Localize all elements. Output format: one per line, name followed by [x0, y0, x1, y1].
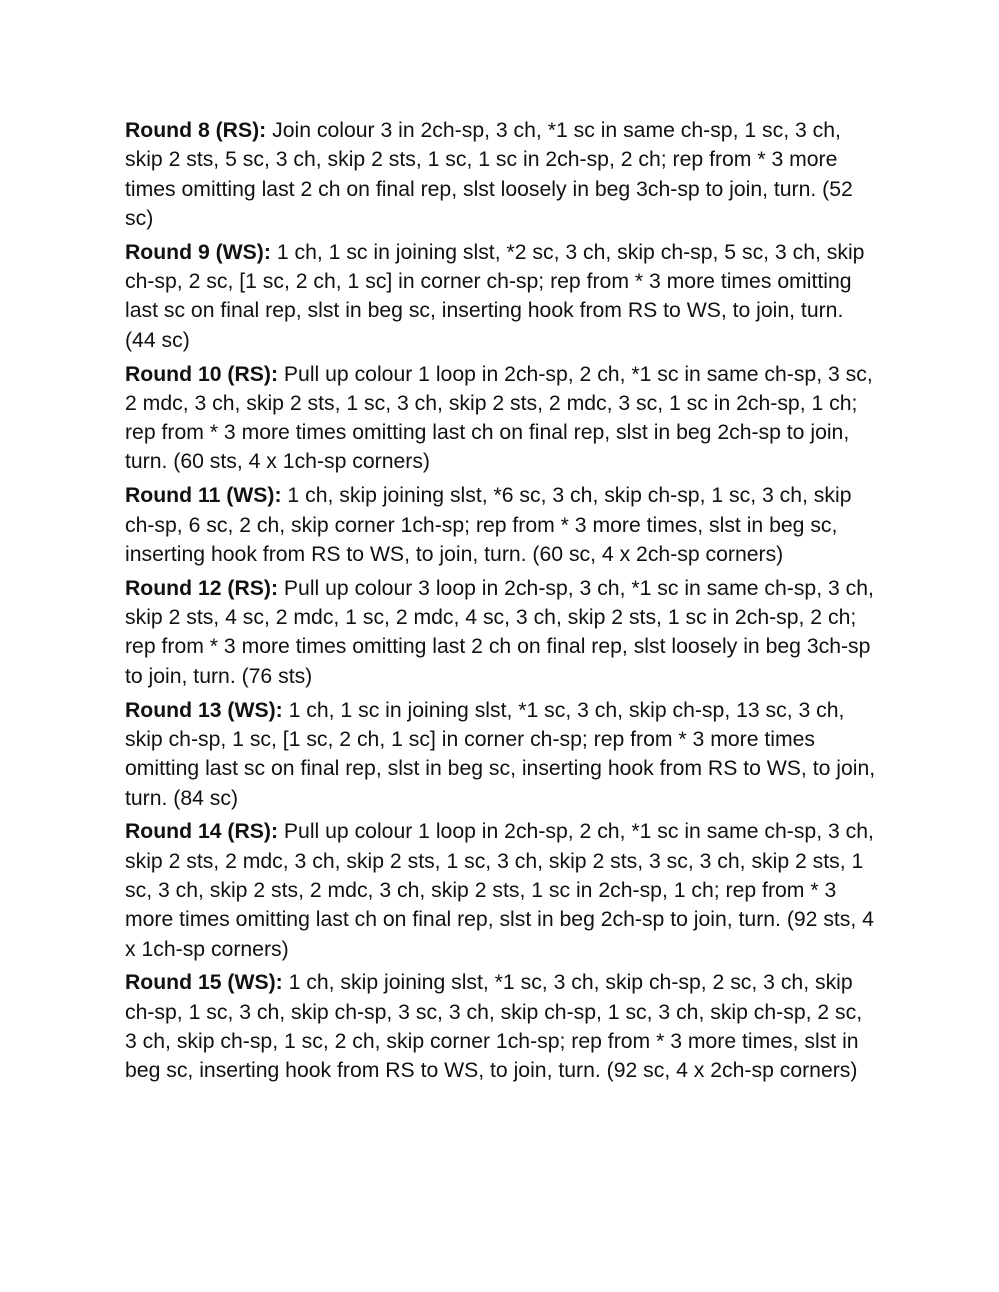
round-8-instruction — [125, 116, 877, 233]
round-15-label: Round 15 (WS): — [125, 971, 283, 995]
round-15-instruction — [125, 968, 877, 1085]
round-9-text: 1 ch, 1 sc in joining slst, *2 sc, 3 ch, skip ch-sp, 5 sc, 3 ch, skip ch-sp, 2 sc, [1 sc, 2 ch, 1 sc] in corner ch-sp; rep from * 3 more times omitting last sc on final rep, slst in beg sc, inserting hook from RS to WS, to join, turn. (44 sc) — [125, 240, 865, 352]
round-10-text: Pull up colour 1 loop in 2ch-sp, 2 ch, *1 sc in same ch-sp, 3 sc, 2 mdc, 3 ch, skip 2 sts, 1 sc, 3 ch, skip 2 sts, 2 mdc, 3 sc, 1 sc in 2ch-sp, 1 ch; rep from * 3 more times omitting last ch on final rep, slst in beg 2ch-sp to join, turn. (60 sts, 4 x 1ch-sp corners) — [125, 362, 873, 474]
round-12-instruction — [125, 574, 877, 691]
round-13-text: 1 ch, 1 sc in joining slst, *1 sc, 3 ch, skip ch-sp, 13 sc, 3 ch, skip ch-sp, 1 sc, [1 sc, 2 ch, 1 sc] in corner ch-sp; rep from * 3 more times omitting last sc on final rep, slst in beg sc, inserting hook from RS to WS, to join, turn. (84 sc) — [125, 698, 876, 810]
round-14-instruction — [125, 817, 877, 963]
round-8-text: Join colour 3 in 2ch-sp, 3 ch, *1 sc in same ch-sp, 1 sc, 3 ch, skip 2 sts, 5 sc, 3 ch, skip 2 sts, 1 sc, 1 sc in 2ch-sp, 2 ch; rep from * 3 more times omitting last 2 ch on final rep, slst loosely in beg 3ch-sp to join, turn. (52 sc) — [125, 119, 853, 230]
round-15-text: 1 ch, skip joining slst, *1 sc, 3 ch, skip ch-sp, 2 sc, 3 ch, skip ch-sp, 1 sc, 3 ch, skip ch-sp, 3 sc, 3 ch, skip ch-sp, 1 sc, 3 ch, skip ch-sp, 2 sc, 3 ch, skip ch-sp, 1 sc, 2 ch, skip corner 1ch-sp; rep from * 3 more times, slst in beg sc, inserting hook from RS to WS, to join, turn. (92 sc, 4 x 2ch-sp corners) — [125, 971, 863, 1083]
round-12-label: Round 12 (RS): — [125, 576, 279, 600]
round-11-text: 1 ch, skip joining slst, *6 sc, 3 ch, skip ch-sp, 1 sc, 3 ch, skip ch-sp, 6 sc, 2 ch, skip corner 1ch-sp; rep from * 3 more times, slst in beg sc, inserting hook from RS to WS, to join, turn. (60 sc, 4 x 2ch-sp corners) — [125, 484, 852, 566]
round-11-label: Round 11 (WS): — [125, 484, 282, 508]
round-13-instruction — [125, 696, 877, 813]
round-12-text: Pull up colour 3 loop in 2ch-sp, 3 ch, *1 sc in same ch-sp, 3 ch, skip 2 sts, 4 sc, 2 mdc, 1 sc, 2 mdc, 4 sc, 3 ch, skip 2 sts, 1 sc in 2ch-sp, 2 ch; rep from * 3 more times omitting last 2 ch on final rep, slst loosely in beg 3ch-sp to join, turn. (76 sts) — [125, 576, 874, 688]
round-9-instruction — [125, 238, 877, 355]
round-11-instruction — [125, 481, 877, 569]
round-10-instruction — [125, 360, 877, 477]
round-14-label: Round 14 (RS): — [125, 820, 279, 844]
round-9-label: Round 9 (WS): — [125, 240, 271, 264]
round-10-label: Round 10 (RS): — [125, 362, 279, 386]
round-8-label: Round 8 (RS): — [125, 119, 267, 142]
round-14-text: Pull up colour 1 loop in 2ch-sp, 2 ch, *1 sc in same ch-sp, 3 ch, skip 2 sts, 2 mdc, 3 ch, skip 2 sts, 1 sc, 3 ch, skip 2 sts, 3 sc, 3 ch, skip 2 sts, 1 sc, 3 ch, skip 2 sts, 2 mdc, 3 ch, skip 2 sts, 1 sc in 2ch-sp, 1 ch; rep from * 3 more times omitting last ch on final rep, slst in beg 2ch-sp to join, turn. (92 sts, 4 x 1ch-sp corners) — [125, 820, 874, 961]
round-13-label: Round 13 (WS): — [125, 698, 283, 722]
pattern-instructions — [125, 116, 877, 1090]
